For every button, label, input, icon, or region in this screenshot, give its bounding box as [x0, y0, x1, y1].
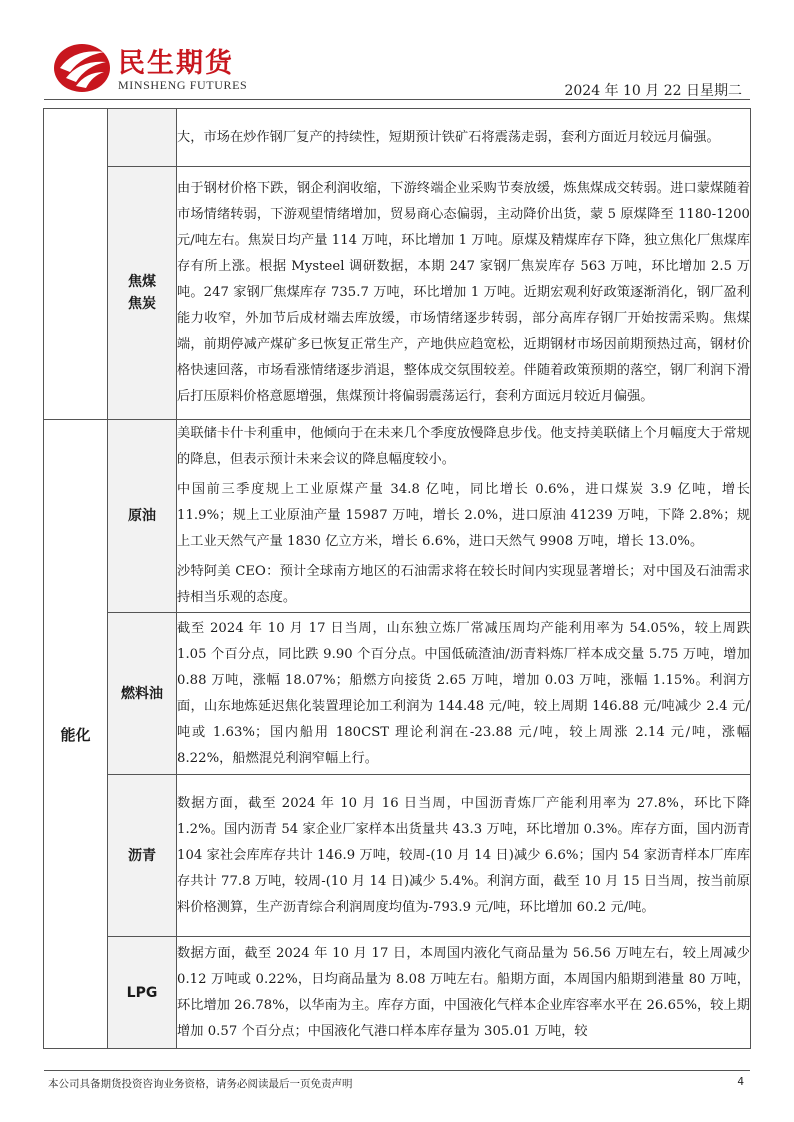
product-label: 焦煤焦炭 — [128, 274, 156, 312]
sector-cell-black — [44, 109, 108, 420]
commodity-table — [43, 108, 751, 1049]
paragraph: 数据方面，截至 2024 年 10 月 16 日当周，中国沥青炼厂产能利用率为 27.8%，环比下降 1.2%。国内沥青 54 家企业厂家样本出货量共 43.3 万吨，环比增加 0.3%。库存方面，国内沥青 104 家社会库库存共计 146.9 万吨，较周-(10 月 14 日)减少 6.6%；国内 54 家沥青样本厂库库存共计 77.8 万吨，较周-(10 月 14 日)减少 5.4%。利润方面，截至 10 月 15 日当周，按当前原料价格测算，生产沥青综合利润周度均值为-793.9 元/吨，环比增加 60.2 元/吨。 — [177, 795, 750, 915]
table-row — [44, 775, 751, 937]
product-cell-asphalt — [108, 775, 177, 937]
paragraph: 美联储卡什卡利重申，他倾向于在未来几个季度放慢降息步伐。他支持美联储上个月幅度大于常规的降息，但表示预计未来会议的降息幅度较小。 — [177, 426, 750, 467]
product-label: 原油 — [128, 508, 156, 524]
page-number: 4 — [737, 1076, 744, 1088]
sector-label: 能化 — [60, 725, 91, 744]
product-cell-lpg — [108, 937, 177, 1049]
brand-name-cn: 民生期货 — [118, 48, 234, 79]
table-row — [44, 109, 751, 167]
product-cell-fuel-oil — [108, 613, 177, 775]
footer-disclaimer: 本公司具备期货投资咨询业务资格，请务必阅读最后一页免责声明 — [48, 1078, 353, 1090]
product-cell-crude-oil — [108, 420, 177, 613]
table-row — [44, 937, 751, 1049]
header-divider — [44, 99, 750, 100]
content-cell-crude-oil — [177, 420, 751, 613]
content-cell-fuel-oil — [177, 613, 751, 775]
product-label: 沥青 — [128, 847, 156, 864]
paragraph: 由于钢材价格下跌，钢企利润收缩，下游终端企业采购节奏放缓，炼焦煤成交转弱。进口蒙煤随着市场情绪转弱，下游观望情绪增加，贸易商心态偏弱，主动降价出货，蒙 5 原煤降至 1180-1200 元/吨左右。焦炭日均产量 114 万吨，环比增加 1 万吨。原煤及精煤库存下降，独立焦化厂焦煤库存有所上涨。根据 Mysteel 调研数据，本期 247 家钢厂焦炭库存 563 万吨，环比增加 2.5 万吨。247 家钢厂焦煤库存 735.7 万吨，环比增加 1 万吨。近期宏观利好政策逐渐消化，钢厂盈利能力收窄，外加节后成材端去库放缓，市场情绪逐步转弱，部分高库存钢厂开始按需采购。焦煤端，前期停减产煤矿多已恢复正常生产，产地供应趋宽松，近期钢材市场因前期预热过高，钢材价格快速回落，市场看涨情绪逐步消退，整体成交氛围较差。伴随着政策预期的落空，钢厂利润下滑后打压原料价格意愿增强，焦煤预计将偏弱震荡运行，套利方面远月较近月偏强。 — [177, 181, 750, 404]
table-row — [44, 613, 751, 775]
table-row — [44, 420, 751, 613]
product-cell-coking — [108, 167, 177, 420]
paragraph: 截至 2024 年 10 月 17 日当周，山东独立炼厂常减压周均产能利用率为 54.05%，较上周跌 1.05 个百分点，同比跌 9.90 个百分点。中国低硫渣油/沥青料炼厂样本成交量 5.75 万吨，增加 0.88 万吨，涨幅 18.07%；船燃方向接货 2.65 万吨，增加 0.03 万吨，涨幅 1.15%。利润方面，山东地炼延迟焦化装置理论加工利润为 144.48 元/吨，较上周期 146.88 元/吨减少 2.4 元/吨或 1.63%；国内船用 180CST 理论利润在-23.88 元/吨，较上周涨 2.14 元/吨，涨幅 8.22%，船燃混兑利润窄幅上行。 — [177, 620, 750, 766]
table-row — [44, 167, 751, 420]
content-cell-lpg — [177, 937, 751, 1049]
product-label: 燃料油 — [121, 685, 163, 702]
footer-divider — [44, 1070, 750, 1071]
paragraph: 数据方面，截至 2024 年 10 月 17 日，本周国内液化气商品量为 56.56 万吨左右，较上周减少 0.12 万吨或 0.22%，日均商品量为 8.08 万吨左右。船期方面，本周国内船期到港量 80 万吨，环比增加 26.78%，以华南为主。库存方面，中国液化气样本企业库容率水平在 26.65%，较上期增加 0.57 个百分点；中国液化气港口样本库存量为 305.01 万吨，较 — [177, 945, 750, 1039]
paragraph: 沙特阿美 CEO：预计全球南方地区的石油需求将在较长时间内实现显著增长；对中国及石油需求持相当乐观的态度。 — [177, 564, 750, 605]
paragraph: 中国前三季度规上工业原煤产量 34.8 亿吨，同比增长 0.6%，进口煤炭 3.9 亿吨，增长 11.9%；规上工业原油产量 15987 万吨，增长 2.0%，进口原油 41239 万吨，下降 2.8%；规上工业天然气产量 1830 亿立方米，增长 6.6%，进口天然气 9908 万吨，增长 13.0%。 — [177, 482, 750, 549]
report-date: 2024 年 10 月 22 日星期二 — [564, 83, 742, 99]
content-cell-asphalt — [177, 775, 751, 937]
minsheng-logo-icon — [52, 38, 112, 94]
content-cell-coking — [177, 167, 751, 420]
paragraph: 大，市场在炒作钢厂复产的持续性，短期预计铁矿石将震荡走弱，套利方面近月较远月偏强。 — [177, 129, 720, 145]
page-header — [0, 0, 794, 105]
brand-name-en: MINSHENG FUTURES — [118, 78, 248, 92]
product-cell-iron-ore — [108, 109, 177, 167]
product-label: LPG — [126, 984, 158, 1001]
sector-cell-energy-chem — [44, 420, 108, 1049]
content-cell-iron-ore — [177, 109, 751, 167]
